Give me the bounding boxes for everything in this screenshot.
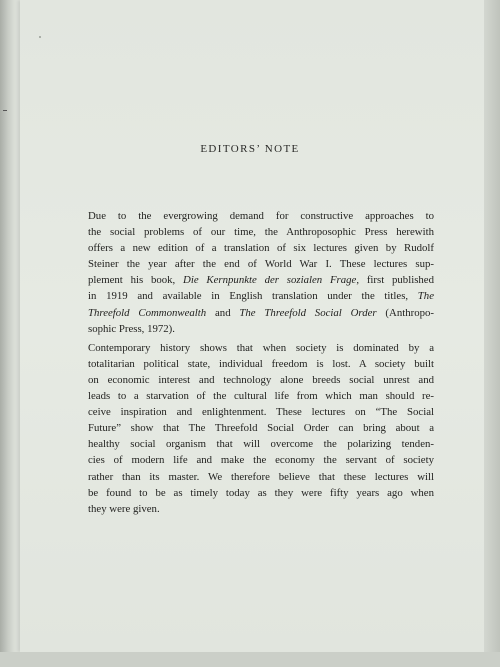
- text-line: leads to a starvation of the cultural life from which man should re-: [88, 390, 434, 403]
- text-line: [74, 272, 434, 288]
- margin-mark: [3, 110, 7, 111]
- alt-title: The Threefold Social Order: [239, 306, 377, 319]
- text-line: Due to the evergrowing demand for constructive approaches to: [88, 210, 434, 222]
- text-line: be found to be as timely today as they were fifty years ago when: [88, 486, 434, 499]
- title-fragment: Threefold Commonwealth: [88, 306, 207, 319]
- text-line: offers a new edition of a translation of six lectures given by Rudolf: [88, 242, 434, 255]
- text-line: on economic interest and technology alone breeds social unrest and: [88, 373, 434, 386]
- text-line: ceive inspiration and enlightenment. These lectures on “The Social: [88, 406, 434, 419]
- editors-note-text: [74, 208, 434, 517]
- text-fragment: (Anthropo-: [376, 306, 434, 319]
- page-bottom-edge: [0, 652, 500, 667]
- text-line: sophic Press, 1972).: [88, 322, 175, 335]
- title-fragment: The: [417, 290, 434, 303]
- text-fragment: in 1919 and available in English translation under the titles,: [88, 290, 418, 303]
- text-line: [74, 305, 434, 321]
- paragraph-2: [74, 340, 434, 517]
- page-title: EDITORS’ NOTE: [200, 143, 300, 155]
- text-fragment: plement his book,: [88, 274, 184, 287]
- text-fragment: and: [206, 306, 240, 319]
- text-line: Future” show that The Threefold Social Order can bring about a: [88, 422, 434, 435]
- text-line: they were given.: [88, 502, 160, 515]
- text-line: Contemporary history shows that when society is dominated by a: [88, 341, 434, 354]
- text-line: cies of modern life and make the economy the servant of society: [88, 454, 434, 467]
- paragraph-1: [74, 208, 434, 337]
- paper-speck: [39, 36, 41, 38]
- text-line: [74, 288, 434, 304]
- book-title: Die Kernpunkte der sozialen Frage: [183, 274, 357, 287]
- text-line: the social problems of our time, the Anthroposophic Press herewith: [88, 226, 434, 239]
- page-edge: [484, 0, 500, 667]
- text-line: totalitarian political state, individual freedom is lost. A society built: [88, 357, 434, 370]
- text-fragment: , first published: [356, 274, 434, 287]
- text-line: rather than its master. We therefore believe that these lectures will: [88, 470, 434, 483]
- text-line: healthy social organism that will overcome the polarizing tenden-: [88, 438, 434, 451]
- text-line: Steiner the year after the end of World War I. These lectures sup-: [88, 258, 434, 271]
